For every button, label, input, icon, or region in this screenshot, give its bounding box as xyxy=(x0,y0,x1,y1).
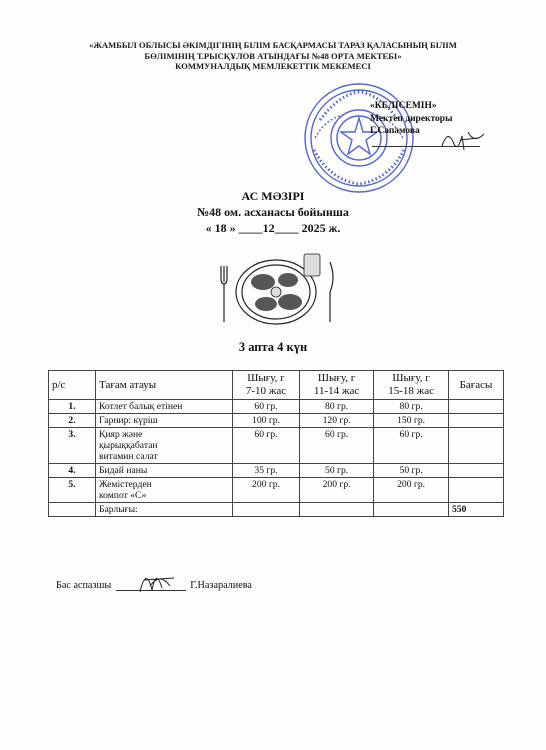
approval-name: Г.Сапамова xyxy=(370,126,420,136)
chef-signature-block xyxy=(56,580,252,591)
header-age-15-18: Шығу, г 15-18 жас xyxy=(374,371,449,400)
chef-name: Г.Назаралиева xyxy=(190,580,252,591)
header-line-3: КОММУНАЛДЫҚ МЕМЛЕКЕТТІК МЕКЕМЕСІ xyxy=(175,61,371,71)
header-age-7-10: Шығу, г 7-10 жас xyxy=(233,371,300,400)
menu-date xyxy=(0,220,546,236)
table-row: 4. Бидай наны 35 гр. 50 гр. 50 гр. xyxy=(49,464,504,478)
table-row: 3. Қияр және қырыққабатан витамин салат 60 гр. 60 гр. 60 гр. xyxy=(49,428,504,464)
dish-name: Гарнир: күріш xyxy=(96,414,233,428)
total-value: 550 xyxy=(449,503,504,517)
table-row: 5. Жемістерден компот «С» 200 гр. 200 гр. 200 гр. xyxy=(49,478,504,503)
menu-title-block xyxy=(0,188,546,236)
date-month: ____12____ xyxy=(238,221,299,235)
approval-position: Мектеп директоры xyxy=(370,113,453,124)
dish-name: Жемістерден компот «С» xyxy=(96,478,233,503)
week-day-label: 3 апта 4 күн xyxy=(238,340,308,354)
menu-subtitle: №48 ом. асханасы бойынша xyxy=(197,205,349,219)
table-total-row xyxy=(49,503,504,517)
header-age-11-14: Шығу, г 11-14 жас xyxy=(299,371,373,400)
date-day: « 18 » xyxy=(205,221,236,235)
table-row: 2. Гарнир: күріш 100 гр. 120 гр. 150 гр. xyxy=(49,414,504,428)
header-name: Тағам атауы xyxy=(96,371,233,400)
header-num: р/с xyxy=(49,371,96,400)
table-header-row xyxy=(49,371,504,400)
date-year: 2025 ж. xyxy=(301,221,341,235)
approval-title: «КЕЛІСЕМІН» xyxy=(370,101,437,111)
header-line-1: «ЖАМБЫЛ ОБЛЫСЫ ӘКІМДІГІНІҢ БІЛІМ БАСҚАРМАСЫ ТАРАЗ ҚАЛАСЫНЫҢ БІЛІМ xyxy=(89,40,457,50)
menu-table xyxy=(48,370,504,517)
dish-name: Қияр және қырыққабатан витамин салат xyxy=(96,428,233,464)
dish-name: Котлет балық етінен xyxy=(96,400,233,414)
total-label: Барлығы: xyxy=(96,503,233,517)
chef-signature-line xyxy=(116,590,186,591)
chef-role: Бас аспазшы xyxy=(56,580,112,591)
table-row: 1. Котлет балық етінен 60 гр. 80 гр. 80 гр. xyxy=(49,400,504,414)
director-signature-icon xyxy=(438,124,488,154)
header-price: Бағасы xyxy=(449,371,504,400)
dish-name: Бидай наны xyxy=(96,464,233,478)
header-line-2: БӨЛІМІНІҢ Т.РЫСҚҰЛОВ АТЫНДАҒЫ №48 ОРТА МЕКТЕБІ» xyxy=(144,50,402,61)
plate-with-food-icon xyxy=(218,248,338,328)
official-stamp-icon xyxy=(300,80,418,195)
menu-title: АС МӘЗІРІ xyxy=(241,189,305,203)
school-header xyxy=(0,40,546,72)
